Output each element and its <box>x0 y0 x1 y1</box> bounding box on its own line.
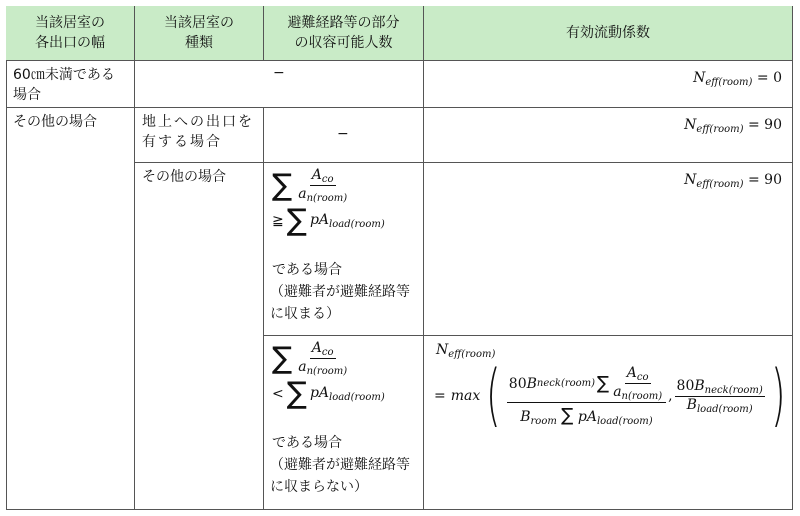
header-coefficient-label: 有効流動係数 <box>566 25 650 41</box>
row3-coefficient-cell <box>424 163 793 336</box>
row2-type-cell <box>135 108 264 163</box>
row3-text: である場合 <box>272 262 342 278</box>
row1-width-text: 60㎝未満である場合 <box>13 67 115 103</box>
row1-dash: − <box>273 65 285 81</box>
row4-neff-label: $N_{eff(room)}$ <box>436 342 496 360</box>
row2-coefficient-cell <box>424 108 793 163</box>
header-width <box>6 6 135 61</box>
row4-text: である場合 <box>272 435 342 451</box>
header-coefficient <box>424 6 793 61</box>
row2-capacity-cell <box>264 108 424 163</box>
row4-condition-formula: ∑ $\frac{A_{co}}{a_{n(room)}}$ < ∑ $pA_{load(room)}$ <box>272 340 385 411</box>
row1-merged-cell <box>135 61 424 108</box>
row2-dash: − <box>337 126 349 142</box>
row3-note: （避難者が避難経路等に収まる） <box>270 284 410 322</box>
row4-max-formula: = max ( 80 B neck(room) ∑ $\frac{A_{co}}{a_{n(room)}}$ $B_{room}$ ∑ $pA_{load(room)}$ , $\frac{80B_{neck(room)}}{B_{load(room)}}$ ) <box>434 356 786 435</box>
row1-formula: $N_{eff(room)} = 0$ <box>693 70 782 88</box>
header-width-label: 当該居室の 各出口の幅 <box>35 15 105 51</box>
row-other-width-cell <box>6 108 135 510</box>
row4-note: （避難者が避難経路等に収まらない） <box>270 457 410 495</box>
row1-width-cell <box>6 61 135 108</box>
row3-capacity-cell <box>264 163 424 336</box>
row4-coefficient-cell <box>424 336 793 510</box>
header-room-type-label: 当該居室の 種類 <box>164 15 234 51</box>
row3-condition-formula: ∑ $\frac{A_{co}}{a_{n(room)}}$ ≧ ∑ $pA_{load(room)}$ <box>272 167 385 238</box>
row2-formula: $N_{eff(room)} = 90$ <box>684 117 782 135</box>
header-room-type <box>135 6 264 61</box>
row1-coefficient-cell <box>424 61 793 108</box>
header-capacity-label: 避難経路等の部分 の収容可能人数 <box>287 15 400 51</box>
row4-capacity-cell <box>264 336 424 510</box>
row3-formula: $N_{eff(room)} = 90$ <box>684 172 782 190</box>
row2-type-text: 地上への出口を有する場合 <box>142 114 254 150</box>
header-capacity <box>264 6 424 61</box>
row-other-type-text: その他の場合 <box>142 169 226 185</box>
row-other-type-cell <box>135 163 264 510</box>
row-other-width-text: その他の場合 <box>13 114 97 130</box>
